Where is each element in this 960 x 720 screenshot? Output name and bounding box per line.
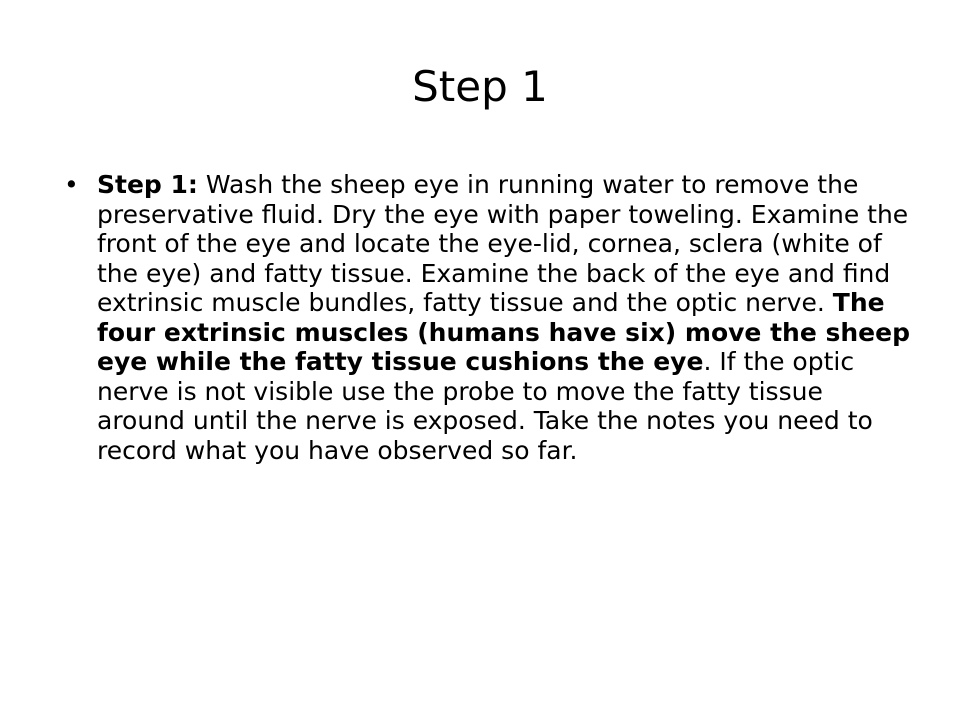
bullet-icon: • — [64, 170, 79, 199]
slide-title: Step 1 — [412, 62, 548, 111]
step-label: Step 1: — [97, 170, 198, 199]
bullet-item — [64, 170, 916, 465]
instruction-text-2: . If the optic nerve is not visible use the probe to move the fatty tissue around until the nerve is exposed. Take the notes you need to record what you have observed so far. — [97, 347, 873, 465]
bullet-list — [64, 170, 916, 465]
emphasis-text: The four extrinsic muscles (humans have six) move the sheep eye while the fatty tissue cushions the eye — [97, 288, 910, 376]
instruction-text-1: Wash the sheep eye in running water to remove the preservative fluid. Dry the eye with paper toweling. Examine the front of the eye and locate the eye-lid, cornea, sclera (white of the eye) and fatty tissue. Examine the back of the eye and find extrinsic muscle bundles, fatty tissue and the optic nerve. — [97, 170, 909, 317]
